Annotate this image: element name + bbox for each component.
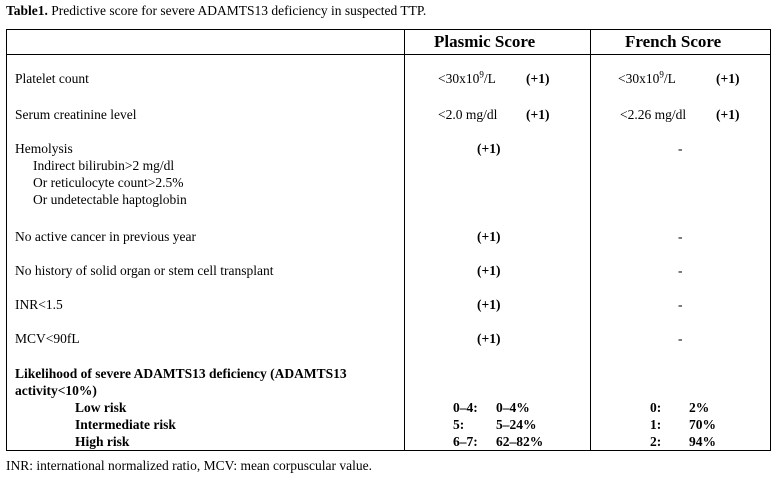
- hemolysis-criterion-reticulocyte: Or reticulocyte count>2.5%: [33, 175, 184, 190]
- plasmic-inr-points: (+1): [477, 297, 501, 312]
- french-platelet-points: (+1): [716, 71, 740, 86]
- plasmic-creatinine-value: <2.0 mg/dl: [438, 107, 498, 122]
- likelihood-title-line2: activity<10%): [15, 383, 97, 398]
- row-label-creatinine: Serum creatinine level: [15, 107, 137, 122]
- french-creatinine-points: (+1): [716, 107, 740, 122]
- french-high-percent: 94%: [689, 434, 716, 449]
- caption-label: Table1.: [6, 3, 48, 18]
- plasmic-high-score: 6–7:: [453, 434, 478, 449]
- french-low-percent: 2%: [689, 400, 710, 415]
- french-cancer-value: -: [678, 229, 683, 244]
- header-divider: [7, 54, 770, 55]
- risk-label-low: Low risk: [75, 400, 127, 415]
- header-french-score: French Score: [625, 32, 722, 51]
- plasmic-intermediate-score: 5:: [453, 417, 465, 432]
- plasmic-low-percent: 0–4%: [496, 400, 530, 415]
- row-label-platelet: Platelet count: [15, 71, 89, 86]
- french-hemolysis-value: -: [678, 141, 683, 156]
- row-label-hemolysis: Hemolysis: [15, 141, 73, 156]
- likelihood-title-line1: Likelihood of severe ADAMTS13 deficiency (ADAMTS13: [15, 366, 347, 381]
- french-intermediate-percent: 70%: [689, 417, 716, 432]
- table-caption: [6, 3, 426, 19]
- french-intermediate-score: 1:: [650, 417, 662, 432]
- row-label-mcv: MCV<90fL: [15, 331, 80, 346]
- french-platelet-value: $<30x10^9/L$: [618, 69, 676, 86]
- caption-text: Predictive score for severe ADAMTS13 deficiency in suspected TTP.: [47, 3, 427, 18]
- plasmic-platelet-points: (+1): [526, 71, 550, 86]
- french-low-score: 0:: [650, 400, 662, 415]
- column-divider-1: [404, 30, 405, 450]
- column-divider-2: [590, 30, 591, 450]
- french-creatinine-value: <2.26 mg/dl: [620, 107, 687, 122]
- plasmic-platelet-value: $<30x10^9/L$: [438, 69, 496, 86]
- french-transplant-value: -: [678, 263, 683, 278]
- french-inr-value: -: [678, 297, 683, 312]
- plasmic-cancer-points: (+1): [477, 229, 501, 244]
- hemolysis-criterion-haptoglobin: Or undetectable haptoglobin: [33, 192, 187, 207]
- header-plasmic-score: Plasmic Score: [434, 32, 536, 51]
- risk-label-intermediate: Intermediate risk: [75, 417, 176, 432]
- row-label-inr: INR<1.5: [15, 297, 63, 312]
- plasmic-hemolysis-points: (+1): [477, 141, 501, 156]
- plasmic-intermediate-percent: 5–24%: [496, 417, 537, 432]
- predictive-score-table: [6, 29, 771, 451]
- plasmic-high-percent: 62–82%: [496, 434, 544, 449]
- french-high-score: 2:: [650, 434, 662, 449]
- row-label-cancer: No active cancer in previous year: [15, 229, 197, 244]
- risk-label-high: High risk: [75, 434, 130, 449]
- plasmic-low-score: 0–4:: [453, 400, 478, 415]
- hemolysis-criterion-bilirubin: Indirect bilirubin>2 mg/dl: [33, 158, 175, 173]
- table-footnote: INR: international normalized ratio, MCV: mean corpuscular value.: [6, 458, 373, 473]
- row-label-transplant: No history of solid organ or stem cell transplant: [15, 263, 274, 278]
- plasmic-creatinine-points: (+1): [526, 107, 550, 122]
- plasmic-transplant-points: (+1): [477, 263, 501, 278]
- plasmic-mcv-points: (+1): [477, 331, 501, 346]
- french-mcv-value: -: [678, 331, 683, 346]
